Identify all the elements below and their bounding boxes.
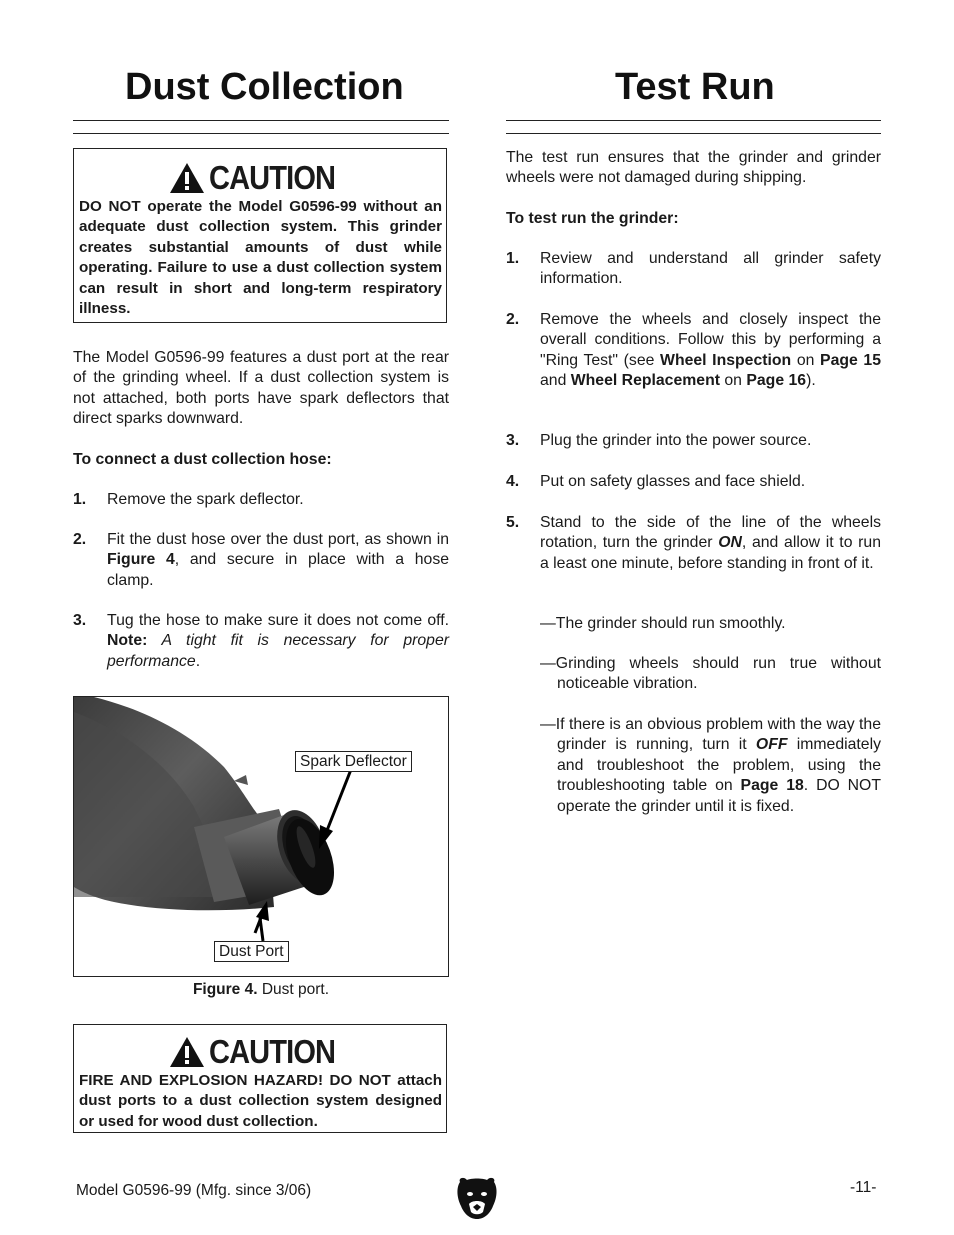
intro-paragraph: The Model G0596-99 features a dust port at the rear of the grinding wheel. If a dust collection system is not attached, both ports have spark deflectors that direct sparks downward. — [73, 349, 449, 428]
callout-dust-port: Dust Port — [214, 941, 289, 962]
step-5 — [506, 513, 881, 574]
subheading-connect-hose: To connect a dust collection hose: — [73, 451, 332, 468]
title-rule — [506, 120, 881, 134]
result-2: —Grinding wheels should run true without noticeable vibration. — [540, 655, 881, 693]
figure-caption-label: Figure 4. — [192, 981, 258, 998]
warning-triangle-icon — [169, 162, 205, 194]
result-1: —The grinder should run smoothly. — [540, 615, 786, 632]
caution-text: FIRE AND EXPLOSION HAZARD! DO NOT attach dust ports to a dust collection system designed or used for wood dust collection. — [79, 1072, 442, 1130]
note-text: A tight fit is necessary for proper performance — [107, 632, 449, 670]
caution-label: CAUTION — [209, 159, 336, 196]
callout-spark-deflector: Spark Deflector — [295, 751, 412, 772]
step-number: 5. — [506, 514, 520, 531]
footer-model: Model G0596-99 (Mfg. since 3/06) — [76, 1182, 312, 1199]
step-4 — [506, 472, 881, 492]
figure-reference: Figure 4 — [107, 551, 175, 569]
warning-triangle-icon — [169, 1036, 205, 1068]
step-2 — [73, 530, 449, 591]
right-column — [506, 0, 881, 1235]
step-2 — [506, 310, 881, 392]
step-number: 1. — [73, 491, 87, 508]
step-text: Fit the dust hose over the dust port, as shown in Figure 4, and secure in place with a hose clamp. — [107, 531, 449, 589]
figure-caption-text: Dust port. — [257, 981, 330, 998]
footer-page-number: -11- — [850, 1179, 877, 1196]
step-number: 2. — [506, 311, 520, 328]
step-text: Remove the wheels and closely inspect the overall conditions. Follow this by performing a "Ring Test" (see Wheel Inspection on Page 15 and Wheel Replacement on Page 16). — [540, 311, 881, 390]
dust-port-photo — [74, 697, 449, 977]
step-text: Put on safety glasses and face shield. — [540, 473, 806, 490]
step-number: 3. — [506, 432, 520, 449]
step-3 — [506, 431, 881, 451]
left-column — [73, 0, 449, 1235]
step-number: 4. — [506, 473, 520, 490]
caution-header — [79, 1033, 442, 1071]
caution-box-fire — [73, 1024, 447, 1133]
caution-box-dust — [73, 148, 447, 323]
figure-caption — [73, 981, 449, 999]
step-text: Plug the grinder into the power source. — [540, 432, 812, 449]
section-title-dust-collection: Dust Collection — [125, 66, 404, 108]
caution-text: DO NOT operate the Model G0596-99 without an adequate dust collection system. This grinder creates substantial amounts of dust while operating. Failure to use a dust collection system can result in short and long-term respiratory illness. — [79, 198, 442, 318]
step-3 — [73, 611, 449, 672]
caution-header — [79, 159, 442, 197]
step-text: Stand to the side of the line of the wheels rotation, turn the grinder ON, and allow it to run a least one minute, before standing in front of it. — [540, 514, 882, 572]
step-number: 1. — [506, 250, 520, 267]
note-label: Note: — [107, 632, 148, 650]
title-rule — [73, 120, 449, 134]
step-1 — [506, 249, 881, 290]
intro-paragraph: The test run ensures that the grinder and grinder wheels were not damaged during shipping. — [506, 149, 881, 187]
section-title-test-run: Test Run — [615, 66, 775, 108]
step-text: Remove the spark deflector. — [107, 491, 304, 508]
step-1 — [73, 490, 449, 510]
caution-label: CAUTION — [209, 1033, 336, 1070]
bear-head-icon — [456, 1176, 498, 1225]
step-text: Tug the hose to make sure it does not come off. Note: A tight fit is necessary for proper performance. — [107, 612, 449, 670]
step-text: Review and understand all grinder safety information. — [540, 250, 881, 288]
result-3: —If there is an obvious problem with the way the grinder is running, turn it OFF immediately and troubleshoot the problem, using the troubleshooting table on Page 18. DO NOT operate the grinder until it is fixed. — [540, 716, 881, 815]
subheading-test-run: To test run the grinder: — [506, 210, 679, 227]
step-number: 3. — [73, 612, 87, 629]
figure-4-photo — [73, 696, 449, 977]
step-number: 2. — [73, 531, 87, 548]
